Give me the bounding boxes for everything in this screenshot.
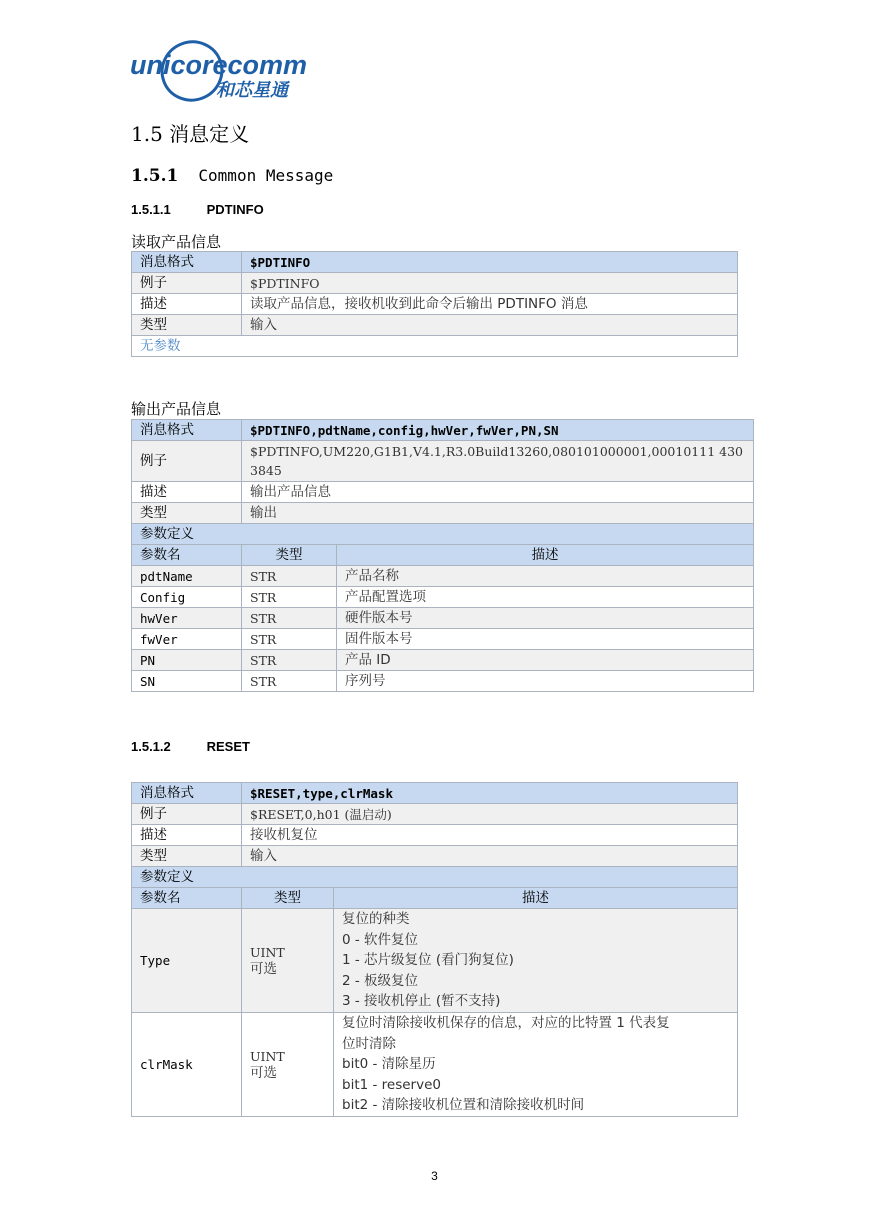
table-row [132,482,754,503]
param-name: SN [132,671,242,692]
row-value: 输出产品信息 [242,482,754,503]
column-header: 参数名 [132,888,242,909]
row-value: 接收机复位 [242,825,738,846]
param-desc: 硬件版本号 [337,608,754,629]
subsection-heading [131,166,333,186]
column-header: 参数名 [132,545,242,566]
pdtinfo-input-caption: 读取产品信息 [131,233,222,251]
pdtinfo-heading [131,202,264,217]
param-type: STR [242,587,337,608]
row-label: 类型 [132,846,242,867]
param-desc [334,1013,738,1117]
row-value: 读取产品信息，接收机收到此命令后输出 PDTINFO 消息 [242,294,738,315]
table-row [132,252,738,273]
svg-text:和芯星通: 和芯星通 [216,80,288,101]
desc-line: bit0 - 清除星历 [342,1056,436,1073]
table-row [132,804,738,825]
row-value: 输入 [242,846,738,867]
param-name: fwVer [132,629,242,650]
row-value: $PDTINFO,UM220,G1B1,V4.1,R3.0Build13260,080101000001,00010111 4303845 [242,441,754,482]
param-type-cell [242,1013,334,1117]
row-label: 例子 [132,804,242,825]
pdtinfo-number: 1.5.1.1 [131,202,171,217]
param-name: clrMask [132,1013,242,1117]
column-header: 描述 [337,545,754,566]
table-header-row [132,545,754,566]
table-header-row [132,888,738,909]
desc-line: 2 - 板级复位 [342,972,419,989]
param-type: STR [242,671,337,692]
desc-line: bit2 - 清除接收机位置和清除接收机时间 [342,1097,585,1114]
table-row [132,441,754,482]
table-row [132,867,738,888]
param-desc: 产品名称 [337,566,754,587]
page-number: 3 [431,1169,438,1183]
row-label: 消息格式 [132,420,242,441]
table-row [132,671,754,692]
desc-line: 3 - 接收机停止 (暂不支持) [342,993,501,1010]
row-value: $RESET,type,clrMask [242,783,738,804]
table-row [132,524,754,545]
reset-title: RESET [206,739,250,754]
row-label: 例子 [132,273,242,294]
param-desc: 产品 ID [337,650,754,671]
table-row [132,273,738,294]
table-row [132,909,738,1013]
param-name: PN [132,650,242,671]
row-label: 例子 [132,441,242,482]
table-row [132,336,738,357]
no-params-note: 无参数 [132,336,738,357]
svg-text:unicorecomm: unicorecomm [130,50,308,80]
pdtinfo-output-table [131,419,754,692]
param-type: UINT [250,1048,285,1064]
table-row [132,503,754,524]
row-value: 输入 [242,315,738,336]
table-row [132,294,738,315]
table-row [132,846,738,867]
param-optional: 可选 [250,960,277,977]
subsection-title: Common Message [198,166,334,185]
section-heading: 1.5 消息定义 [131,122,250,146]
pdtinfo-output-caption: 输出产品信息 [131,400,222,418]
param-type: STR [242,608,337,629]
param-desc: 固件版本号 [337,629,754,650]
table-row [132,1013,738,1117]
row-label: 描述 [132,825,242,846]
table-row [132,587,754,608]
param-desc: 序列号 [337,671,754,692]
param-type-cell [242,909,334,1013]
param-name: Config [132,587,242,608]
table-row [132,315,738,336]
table-row [132,783,738,804]
table-row [132,825,738,846]
param-section-title: 参数定义 [132,867,738,888]
desc-line: 复位的种类 [342,911,410,928]
row-value: 输出 [242,503,754,524]
param-name: pdtName [132,566,242,587]
desc-line: 1 - 芯片级复位 (看门狗复位) [342,952,514,969]
row-label: 描述 [132,482,242,503]
param-desc [334,909,738,1013]
reset-table [131,782,738,1117]
row-value: $RESET,0,h01 (温启动) [242,804,738,825]
table-row [132,420,754,441]
table-row [132,629,754,650]
column-header: 类型 [242,888,334,909]
subsection-number: 1.5.1 [131,166,179,186]
table-row [132,608,754,629]
pdtinfo-title: PDTINFO [206,202,264,217]
param-type: STR [242,566,337,587]
desc-line: 复位时清除接收机保存的信息，对应的比特置 1 代表复 [342,1015,670,1032]
row-label: 类型 [132,503,242,524]
unicorecomm-logo [130,38,310,102]
param-section-title: 参数定义 [132,524,754,545]
row-label: 描述 [132,294,242,315]
row-label: 消息格式 [132,252,242,273]
pdtinfo-input-table [131,251,738,357]
row-value: $PDTINFO [242,273,738,294]
table-row [132,566,754,587]
row-value: $PDTINFO [242,252,738,273]
column-header: 描述 [334,888,738,909]
row-label: 消息格式 [132,783,242,804]
param-type: UINT [250,944,285,960]
param-type: STR [242,629,337,650]
param-name: hwVer [132,608,242,629]
row-value: $PDTINFO,pdtName,config,hwVer,fwVer,PN,SN [242,420,754,441]
param-name: Type [132,909,242,1013]
desc-line: 位时清除 [342,1035,396,1052]
table-row [132,650,754,671]
param-desc: 产品配置选项 [337,587,754,608]
row-label: 类型 [132,315,242,336]
desc-line: bit1 - reserve0 [342,1076,441,1093]
reset-heading [131,739,250,754]
param-type: STR [242,650,337,671]
column-header: 类型 [242,545,337,566]
param-optional: 可选 [250,1064,277,1081]
reset-number: 1.5.1.2 [131,739,171,754]
desc-line: 0 - 软件复位 [342,931,419,948]
